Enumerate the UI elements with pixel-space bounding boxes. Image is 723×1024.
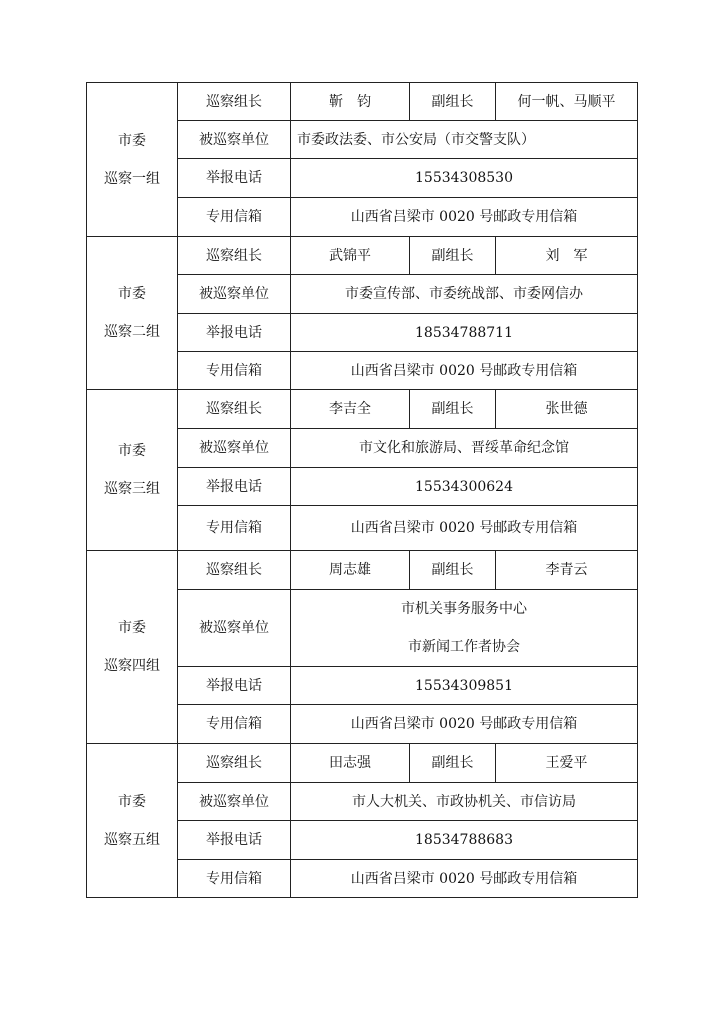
group-name-line1: 市委: [118, 132, 146, 149]
group-name-line2: 巡察五组: [104, 831, 160, 848]
phone-label: 举报电话: [178, 159, 291, 198]
deputy-label: 副组长: [410, 237, 496, 275]
deputy-value: 何一帆、马顺平: [496, 83, 638, 121]
phone-label: 举报电话: [178, 468, 291, 506]
units-line: 市机关事务服务中心: [401, 601, 527, 617]
group-name-cell: [87, 744, 178, 898]
units-label: 被巡察单位: [178, 121, 291, 159]
mailbox-value: 山西省吕梁市 0020 号邮政专用信箱: [291, 705, 638, 744]
units-line: 市新闻工作者协会: [408, 639, 520, 655]
phone-label: 举报电话: [178, 314, 291, 352]
mailbox-value: 山西省吕梁市 0020 号邮政专用信箱: [291, 860, 638, 898]
units-label: 被巡察单位: [178, 783, 291, 821]
units-value: 市文化和旅游局、晋绥革命纪念馆: [291, 429, 638, 468]
mailbox-label: 专用信箱: [178, 352, 291, 390]
leader-label: 巡察组长: [178, 237, 291, 275]
units-value: [291, 590, 638, 667]
phone-label: 举报电话: [178, 667, 291, 705]
phone-value: 15534300624: [291, 468, 638, 506]
leader-value: 武锦平: [291, 237, 410, 275]
table-row: [87, 237, 638, 275]
leader-label: 巡察组长: [178, 551, 291, 590]
group-name-line1: 市委: [118, 793, 146, 810]
units-label: 被巡察单位: [178, 275, 291, 314]
inspection-groups-table: [86, 82, 638, 898]
deputy-value: 刘 军: [496, 237, 638, 275]
phone-value: 15534308530: [291, 159, 638, 198]
leader-label: 巡察组长: [178, 390, 291, 429]
group-name-cell: [87, 237, 178, 390]
mailbox-value: 山西省吕梁市 0020 号邮政专用信箱: [291, 352, 638, 390]
group-name-line2: 巡察四组: [104, 658, 160, 674]
mailbox-label: 专用信箱: [178, 860, 291, 898]
units-label: 被巡察单位: [178, 590, 291, 667]
group-name-line1: 市委: [118, 286, 146, 302]
deputy-label: 副组长: [410, 83, 496, 121]
mailbox-label: 专用信箱: [178, 705, 291, 744]
table-row: [87, 551, 638, 590]
group-name-line1: 市委: [118, 443, 146, 459]
leader-value: 李吉全: [291, 390, 410, 429]
group-name-cell: [87, 390, 178, 551]
group-name-cell: [87, 83, 178, 237]
group-name-line2: 巡察二组: [104, 324, 160, 340]
deputy-value: 李青云: [496, 551, 638, 590]
leader-value: 周志雄: [291, 551, 410, 590]
mailbox-value: 山西省吕梁市 0020 号邮政专用信箱: [291, 506, 638, 551]
leader-label: 巡察组长: [178, 744, 291, 783]
phone-value: 15534309851: [291, 667, 638, 705]
units-value: 市委宣传部、市委统战部、市委网信办: [291, 275, 638, 314]
deputy-label: 副组长: [410, 744, 496, 783]
phone-value: 18534788683: [291, 821, 638, 860]
table-row: [87, 744, 638, 783]
phone-value: 18534788711: [291, 314, 638, 352]
table-row: [87, 390, 638, 429]
group-name-line2: 巡察三组: [104, 481, 160, 497]
table-row: [87, 83, 638, 121]
leader-label: 巡察组长: [178, 83, 291, 121]
deputy-value: 张世德: [496, 390, 638, 429]
group-name-cell: [87, 551, 178, 744]
mailbox-value: 山西省吕梁市 0020 号邮政专用信箱: [291, 198, 638, 237]
units-value: 市委政法委、市公安局（市交警支队）: [291, 121, 638, 159]
units-label: 被巡察单位: [178, 429, 291, 468]
group-name-line2: 巡察一组: [104, 170, 160, 187]
deputy-value: 王爱平: [496, 744, 638, 783]
phone-label: 举报电话: [178, 821, 291, 860]
group-name-line1: 市委: [118, 620, 146, 636]
leader-value: 田志强: [291, 744, 410, 783]
mailbox-label: 专用信箱: [178, 198, 291, 237]
leader-value: 靳 钧: [291, 83, 410, 121]
mailbox-label: 专用信箱: [178, 506, 291, 551]
deputy-label: 副组长: [410, 551, 496, 590]
deputy-label: 副组长: [410, 390, 496, 429]
units-value: 市人大机关、市政协机关、市信访局: [291, 783, 638, 821]
